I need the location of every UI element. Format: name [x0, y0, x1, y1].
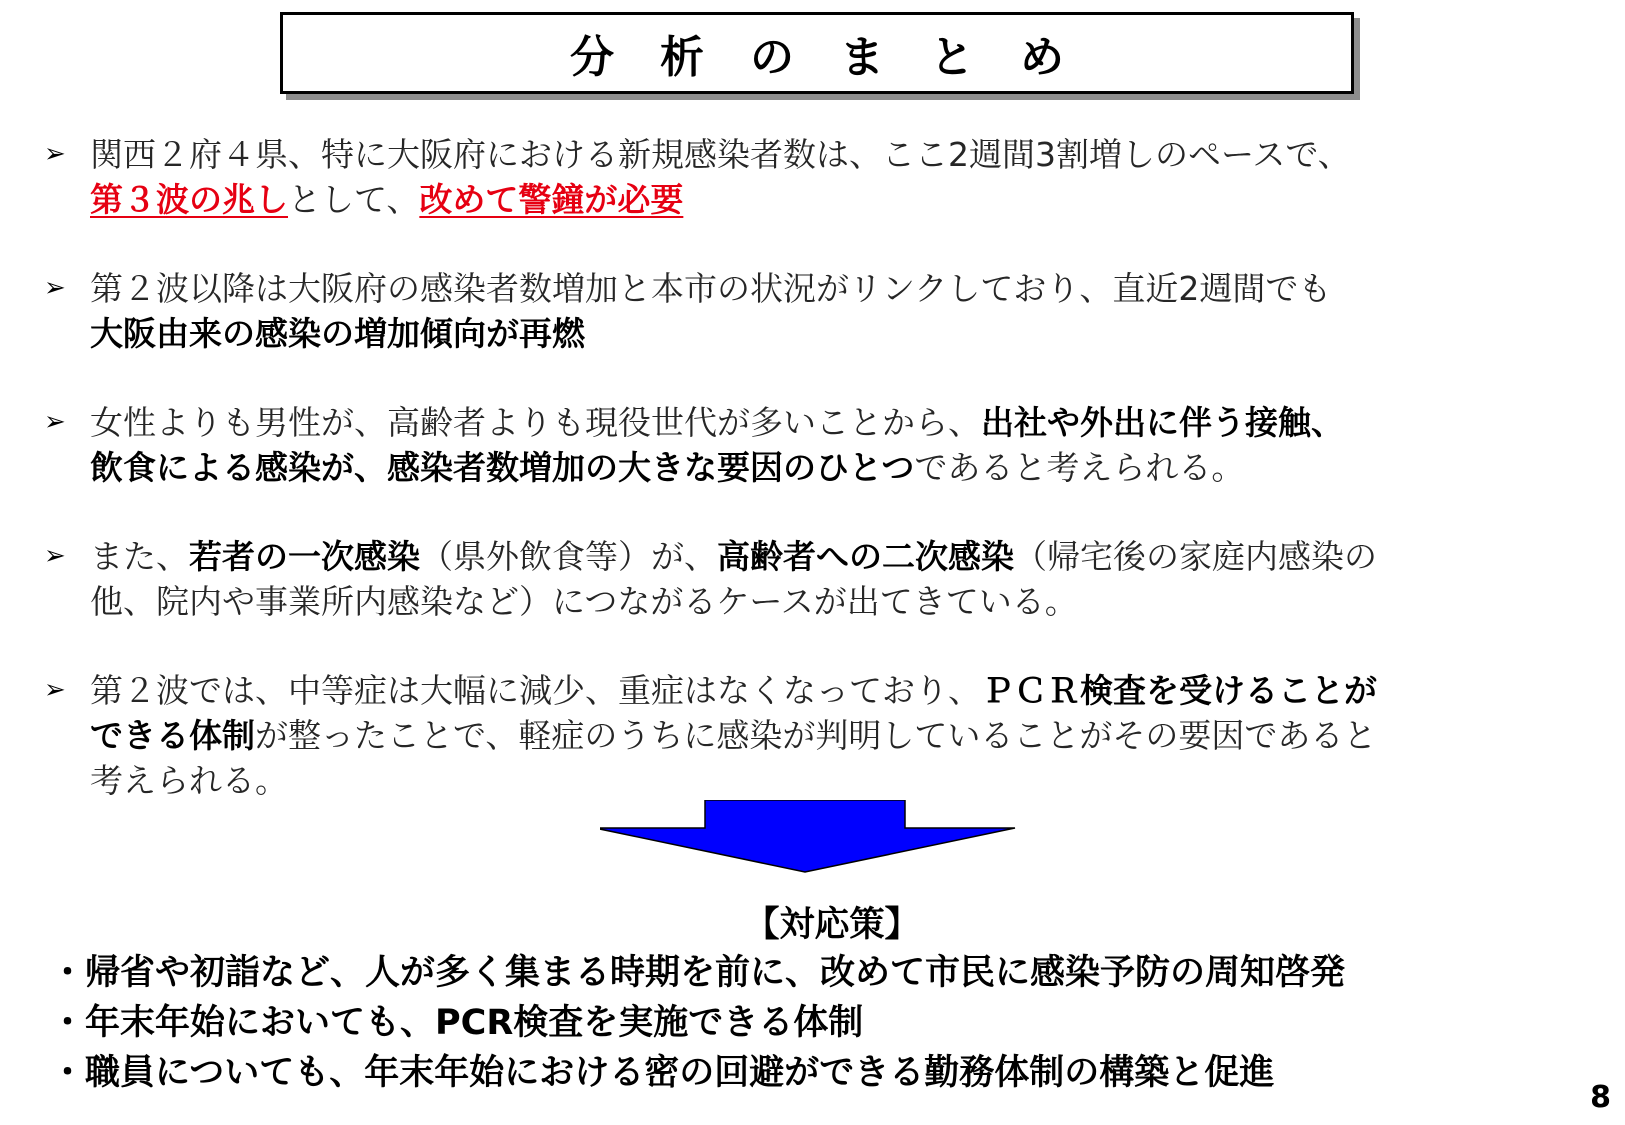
- summary-bullet-list: [40, 132, 1600, 847]
- bold-text: 大阪由来の感染の増加傾向が再燃: [90, 314, 585, 353]
- summary-bullet: [40, 400, 1600, 490]
- bullet-arrow-icon: ➢: [44, 139, 66, 169]
- bold-text: できる体制: [90, 716, 255, 755]
- countermeasures-heading: 【対応策】: [744, 905, 920, 945]
- bullet-text: また、: [90, 537, 189, 576]
- bullet-text: として、: [288, 180, 420, 219]
- summary-bullet: [40, 132, 1600, 222]
- bold-text: ＰＣＲ検査を受けることが: [981, 671, 1377, 710]
- bullet-text: 考えられる。: [90, 761, 288, 800]
- bullet-text: 第２波以降は大阪府の感染者数増加と本市の状況がリンクしており、直近2週間でも: [90, 269, 1332, 308]
- bullet-text: であると考えられる。: [914, 448, 1245, 487]
- bullet-text: 女性よりも男性が、高齢者よりも現役世代が多いことから、: [90, 403, 981, 442]
- countermeasure-item: ・職員についても、年末年始における密の回避ができる勤務体制の構築と促進: [50, 1053, 1275, 1093]
- bold-text: 飲食による感染が、感染者数増加の大きな要因のひとつ: [90, 448, 915, 487]
- bullet-text: が整ったことで、軽症のうちに感染が判明していることがその要因であると: [255, 716, 1377, 755]
- countermeasures-section: [50, 902, 1590, 1098]
- page-number: 8: [1590, 1080, 1611, 1115]
- bullet-text: 他、院内や事業所内感染など）につながるケースが出てきている。: [90, 582, 1078, 621]
- bullet-arrow-icon: ➢: [44, 407, 66, 437]
- bullet-text: 関西２府４県、特に大阪府における新規感染者数は、ここ2週間3割増しのペースで、: [90, 135, 1351, 174]
- summary-bullet: [40, 534, 1600, 624]
- highlighted-text: 第３波の兆し: [90, 180, 288, 219]
- page-title: 分析のまとめ: [570, 32, 1110, 83]
- countermeasure-item: ・帰省や初詣など、人が多く集まる時期を前に、改めて市民に感染予防の周知啓発: [50, 953, 1346, 993]
- title-box: [280, 12, 1354, 94]
- bold-text: 若者の一次感染: [189, 537, 420, 576]
- summary-bullet: [40, 668, 1600, 803]
- summary-bullet: [40, 266, 1600, 356]
- bullet-arrow-icon: ➢: [44, 541, 66, 571]
- highlighted-text: 改めて警鐘が必要: [419, 180, 684, 219]
- bold-text: 高齢者への二次感染: [717, 537, 1014, 576]
- bullet-text: （帰宅後の家庭内感染の: [1014, 537, 1377, 576]
- bullet-arrow-icon: ➢: [44, 273, 66, 303]
- bullet-text: 第２波では、中等症は大幅に減少、重症はなくなっており、: [90, 671, 981, 710]
- bullet-arrow-icon: ➢: [44, 675, 66, 705]
- bold-text: 出社や外出に伴う接触、: [981, 403, 1344, 442]
- bullet-text: （県外飲食等）が、: [420, 537, 717, 576]
- down-arrow-icon: [600, 800, 1030, 874]
- countermeasure-item: ・年末年始においても、PCR検査を実施できる体制: [50, 1003, 864, 1043]
